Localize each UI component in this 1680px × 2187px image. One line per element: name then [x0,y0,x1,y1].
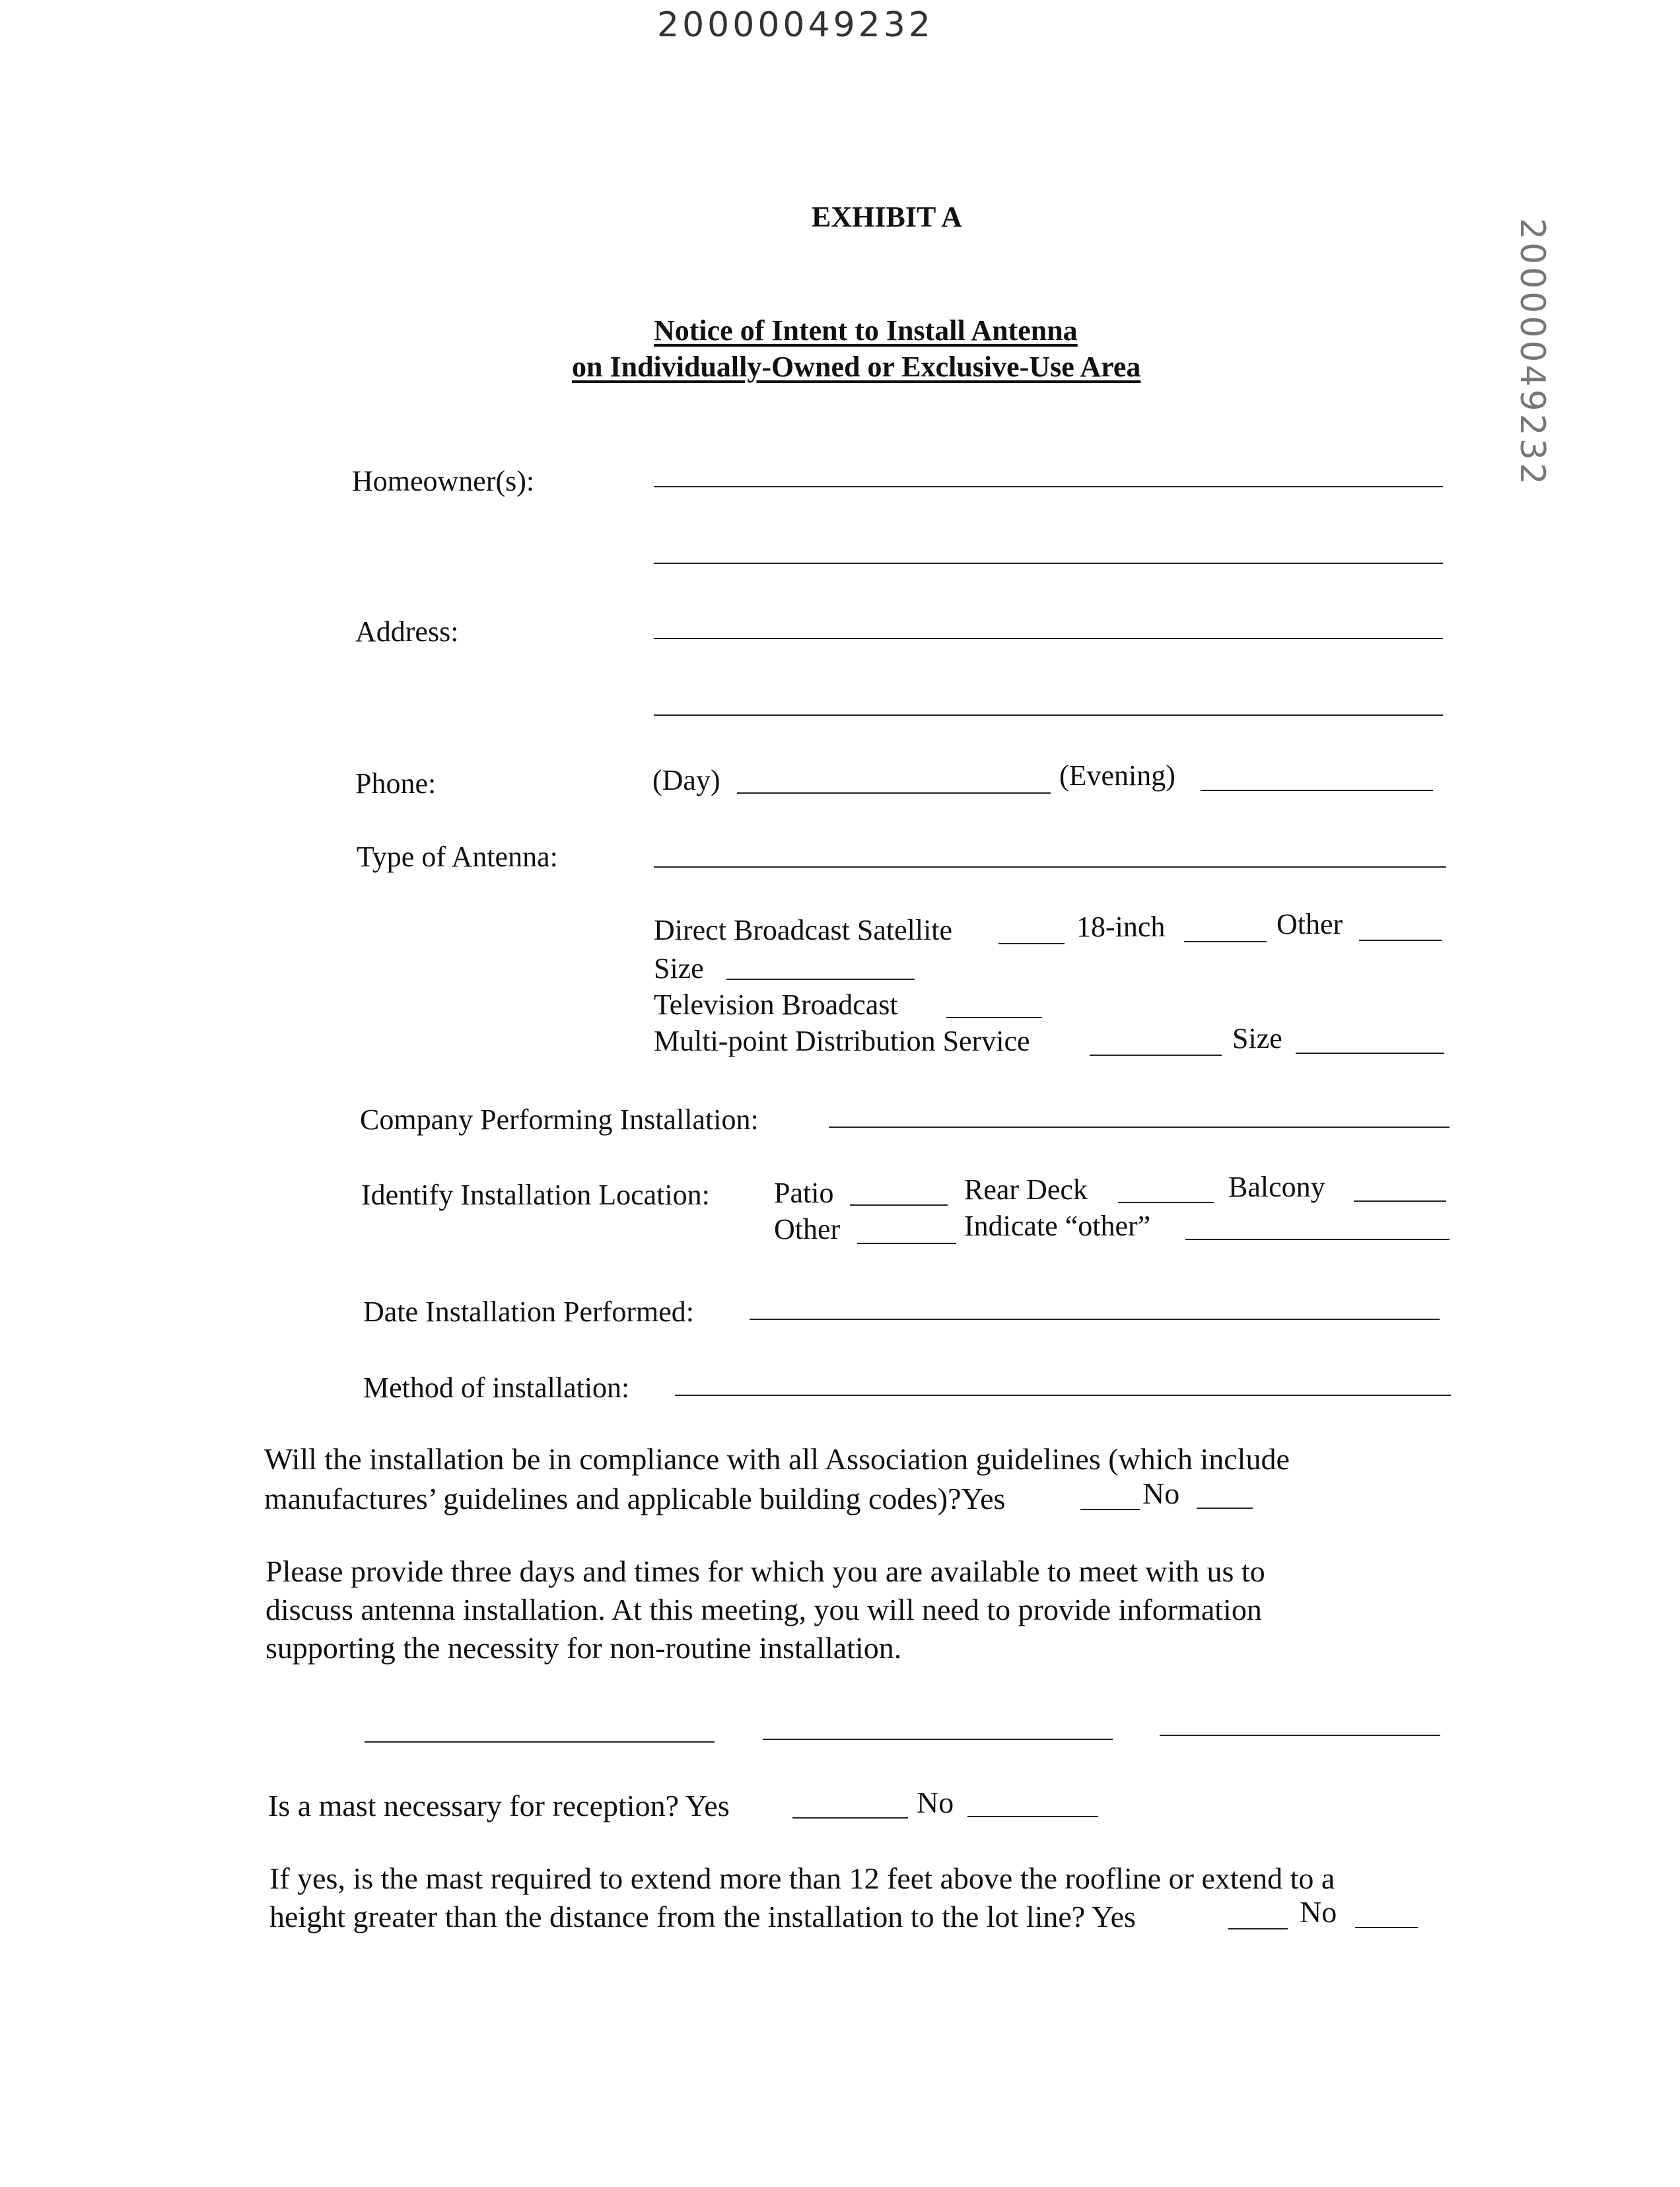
compliance-no-label: No [1142,1476,1180,1510]
availability-slot-3[interactable] [1160,1735,1440,1736]
mast-no-field[interactable] [967,1816,1098,1817]
mast-height-no-label: No [1300,1895,1337,1929]
document-number: 20000049232 [657,5,934,45]
address-field-1[interactable] [654,638,1443,639]
size-field[interactable] [726,979,915,980]
mast-height-no-field[interactable] [1355,1927,1418,1928]
other-label: Other [1277,908,1343,940]
rear-deck-field[interactable] [1118,1202,1214,1203]
mds-size-label: Size [1232,1022,1282,1055]
mds-size-field[interactable] [1296,1053,1444,1054]
tv-broadcast-label: Television Broadcast [654,989,898,1021]
balcony-label: Balcony [1228,1171,1325,1203]
type-of-antenna-label: Type of Antenna: [357,841,558,873]
eighteen-inch-field[interactable] [1184,941,1267,942]
availability-line2: discuss antenna installation. At this meeting, you will need to provide information [265,1593,1262,1626]
location-other-field[interactable] [857,1243,956,1244]
availability-slot-1[interactable] [365,1741,715,1743]
address-field-2[interactable] [654,714,1443,716]
location-label: Identify Installation Location: [361,1179,710,1211]
exhibit-title: EXHIBIT A [812,201,962,233]
mast-no-label: No [917,1786,954,1819]
indicate-other-field[interactable] [1185,1239,1450,1240]
date-performed-field[interactable] [750,1319,1440,1320]
patio-field[interactable] [850,1204,948,1206]
phone-day-field[interactable] [737,792,1051,794]
compliance-line1: Will the installation be in compliance with all Association guidelines (which include [264,1442,1290,1476]
availability-slot-2[interactable] [763,1739,1113,1740]
size-label: Size [654,952,704,985]
mast-height-yes-field[interactable] [1228,1928,1288,1929]
mast-height-line1: If yes, is the mast required to extend more than 12 feet above the roofline or extend to a [269,1861,1335,1895]
other-field[interactable] [1359,940,1442,941]
tv-broadcast-field[interactable] [946,1017,1042,1018]
antenna-type-field[interactable] [654,866,1446,868]
compliance-no-field[interactable] [1197,1508,1253,1509]
dbs-label: Direct Broadcast Satellite [654,914,953,946]
homeowners-field-2[interactable] [654,563,1443,564]
mds-field[interactable] [1090,1055,1222,1056]
compliance-line2: manufactures’ guidelines and applicable building codes)?Yes [264,1482,1006,1515]
compliance-yes-field[interactable] [1080,1509,1140,1510]
dbs-field[interactable] [998,943,1065,944]
method-field[interactable] [675,1395,1451,1396]
homeowners-field-1[interactable] [654,486,1443,487]
mast-yes-field[interactable] [792,1817,908,1819]
company-label: Company Performing Installation: [360,1103,759,1136]
phone-day-label: (Day) [652,764,720,796]
phone-label: Phone: [355,767,437,800]
notice-title-line1: Notice of Intent to Install Antenna [654,314,1078,347]
mast-height-line2: height greater than the distance from the installation to the lot line? Yes [269,1900,1136,1933]
date-performed-label: Date Installation Performed: [363,1296,694,1328]
patio-label: Patio [774,1177,834,1209]
eighteen-inch-label: 18-inch [1076,911,1166,943]
mast-question: Is a mast necessary for reception? Yes [268,1789,730,1822]
indicate-other-label: Indicate “other” [964,1210,1151,1242]
method-label: Method of installation: [363,1371,630,1404]
company-field[interactable] [829,1127,1450,1128]
availability-line3: supporting the necessity for non-routine installation. [265,1631,902,1665]
phone-evening-field[interactable] [1201,790,1433,791]
side-stamp: 20000049232 [1512,218,1552,487]
phone-evening-label: (Evening) [1059,759,1175,792]
mds-label: Multi-point Distribution Service [654,1025,1030,1057]
availability-line1: Please provide three days and times for which you are available to meet with us to [265,1554,1265,1588]
location-other-label: Other [774,1213,841,1245]
address-label: Address: [355,615,459,648]
balcony-field[interactable] [1354,1200,1446,1202]
notice-title-line2: on Individually-Owned or Exclusive-Use Area [572,351,1141,383]
rear-deck-label: Rear Deck [964,1173,1088,1206]
homeowners-label: Homeowner(s): [352,465,535,497]
